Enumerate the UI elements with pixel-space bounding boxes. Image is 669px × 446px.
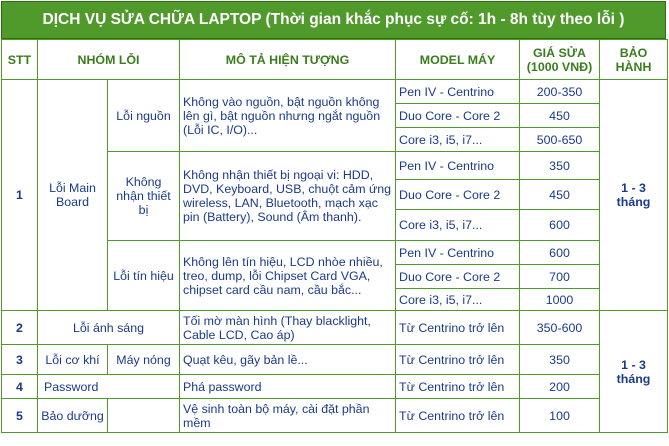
row-group: Lỗi cơ khí — [38, 345, 108, 375]
table-row — [2, 311, 668, 345]
row-model: Từ Centrino trở lên — [396, 345, 520, 375]
row-price: 500-650 — [520, 128, 600, 152]
table-row — [2, 345, 668, 375]
row-stt: 2 — [2, 311, 38, 345]
row-stt: 1 — [2, 80, 38, 311]
row-model: Pen IV - Centrino — [396, 152, 520, 180]
row-group: Bảo dưỡng — [38, 399, 108, 433]
page-title: DỊCH VỤ SỬA CHỮA LAPTOP (Thời gian khắc phục sự cố: 1h - 8h tùy theo lỗi ) — [1, 1, 666, 39]
row-model: Core i3, i5, i7... — [396, 289, 520, 311]
row-price: 1000 — [520, 289, 600, 311]
row-model: Core i3, i5, i7... — [396, 210, 520, 241]
row-model: Từ Centrino trở lên — [396, 311, 520, 345]
row-price: 350 — [520, 152, 600, 180]
row-price: 350-600 — [520, 311, 600, 345]
row-price: 200 — [520, 375, 600, 399]
row-desc: Không lên tín hiệu, LCD nhòe nhiều, treo, dump, lỗi Chipset Card VGA, chipset card cầu nam, cầu bắc... — [180, 241, 396, 311]
row-desc: Tối mờ màn hình (Thay blacklight, Cable LCD, Cao áp) — [180, 311, 396, 345]
row-desc: Không vào nguồn, bật nguồn không lên gì, bật nguồn nhưng ngắt nguồn (Lỗi IC, I/O)... — [180, 80, 396, 152]
row-stt: 4 — [2, 375, 38, 399]
row-desc: Phá password — [180, 375, 396, 399]
row-group: Password — [38, 375, 180, 399]
row-model: Core i3, i5, i7... — [396, 128, 520, 152]
header-price: GIÁ SỬA (1000 VNĐ) — [520, 40, 600, 80]
subgroup-name: Máy nóng — [108, 345, 180, 375]
row-price: 600 — [520, 210, 600, 241]
header-stt: STT — [2, 40, 38, 80]
row-model: Duo Core - Core 2 — [396, 104, 520, 128]
row-price: 350 — [520, 345, 600, 375]
row-price: 700 — [520, 265, 600, 289]
row-group: Lỗi ánh sáng — [38, 311, 180, 345]
row-group: Lỗi Main Board — [38, 80, 108, 311]
row-model: Pen IV - Centrino — [396, 241, 520, 265]
row-stt: 3 — [2, 345, 38, 375]
header-row — [2, 40, 668, 80]
header-desc: MÔ TẢ HIỆN TƯỢNG — [180, 40, 396, 80]
subgroup-name: Lỗi tín hiệu — [108, 241, 180, 311]
row-model: Duo Core - Core 2 — [396, 265, 520, 289]
row-model: Duo Core - Core 2 — [396, 180, 520, 210]
table-row — [2, 399, 668, 433]
subgroup-name: Lỗi nguồn — [108, 80, 180, 152]
subgroup-name: Không nhận thiết bị — [108, 152, 180, 241]
row-warranty: 1 - 3 tháng — [600, 80, 668, 311]
row-price: 200-350 — [520, 80, 600, 104]
row-price: 100 — [520, 399, 600, 433]
row-desc: Không nhận thiết bị ngoại vi: HDD, DVD, Keyboard, USB, chuột cảm ứng wireless, LAN, Bluetooth, mạch xạc pin (Battery), Sound (Âm thanh). — [180, 152, 396, 241]
row-price: 600 — [520, 241, 600, 265]
row-price: 450 — [520, 180, 600, 210]
row-warranty: 1 - 3 tháng — [600, 311, 668, 433]
row-desc: Quạt kêu, gãy bản lề... — [180, 345, 396, 375]
table-row — [2, 80, 668, 104]
table-row — [2, 375, 668, 399]
service-price-table — [1, 39, 668, 433]
header-model: MODEL MÁY — [396, 40, 520, 80]
row-model: Từ Centrino trở lên — [396, 375, 520, 399]
row-stt: 5 — [2, 399, 38, 433]
row-model: Pen IV - Centrino — [396, 80, 520, 104]
header-group: NHÓM LỖI — [38, 40, 180, 80]
empty-cell — [108, 399, 180, 433]
row-model: Từ Centrino trở lên — [396, 399, 520, 433]
row-price: 450 — [520, 104, 600, 128]
row-desc: Vệ sinh toàn bộ máy, cài đặt phần mềm — [180, 399, 396, 433]
header-warranty: BẢO HÀNH — [600, 40, 668, 80]
